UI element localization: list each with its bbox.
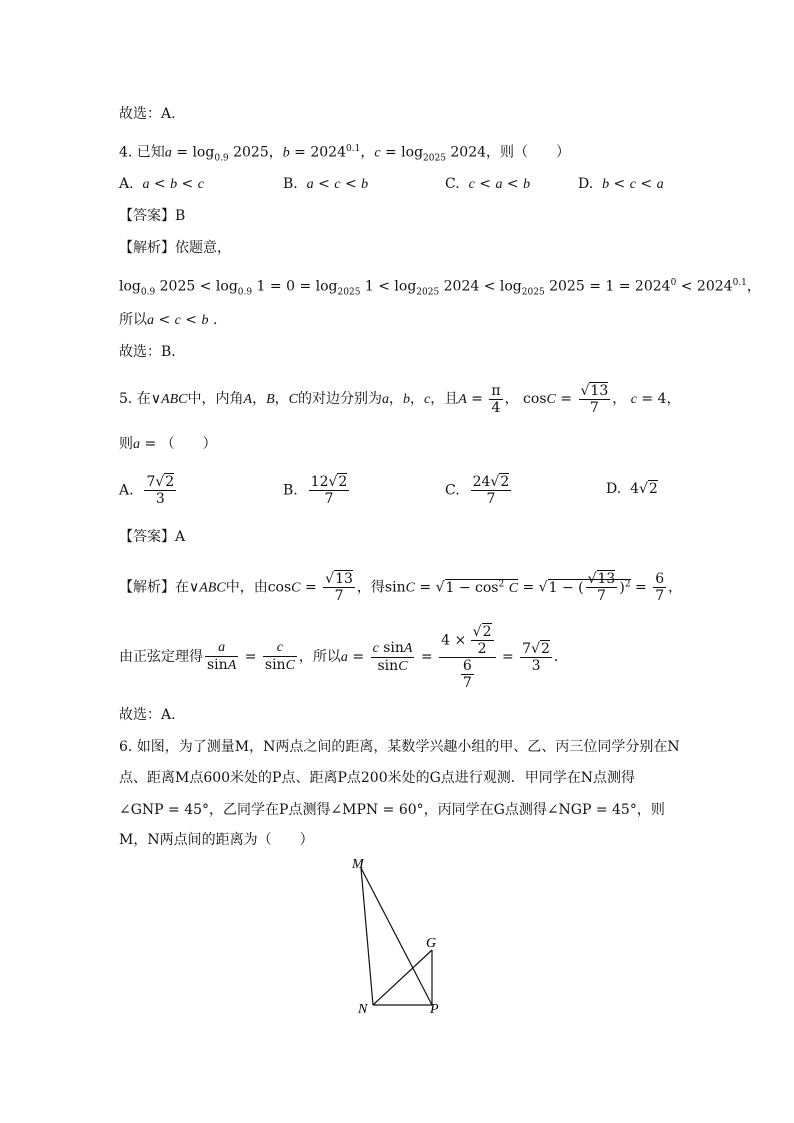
q6-figure — [340, 850, 460, 1025]
q6-line-1: 6. 如图，为了测量M，N两点之间的距离，某数学兴趣小组的甲、乙、丙三位同学分别在N — [119, 739, 680, 755]
q5-stem-end: 则a = （ ） — [119, 436, 217, 452]
q4-analysis-chain: $\log_{0.9} 2025 < \log_{0.9} 1 = 0 = \log_{2025} 1 < \log_{2025} 2024 < \log_{2025} 2025 = 1 = 2024^0 < 2024^{0.1}$， — [119, 278, 761, 298]
q5-analysis-1: 【解析】在∨ABC中，由cosC = $\frac{√13}{7}$ ，得$\sin C = √1 - \cos^2 C = √1$ − ( $\frac{√13}{7}$ )$^2$ = $\frac{6}{7}$ ， — [119, 571, 683, 605]
q6-line-3: ∠GNP = 45°，乙同学在P点测得∠MPN = 60°，丙同学在G点测得∠NGP = 45°，则 — [119, 802, 665, 818]
q4-stem: 4. 已知$a = \log_{0.9} 2025$，$b = 2024^{0.1}$，$c = \log_{2025} 2024$，则（ ） — [119, 144, 571, 164]
q4-option-d: D. b < c < a — [578, 176, 664, 192]
q4-choice: 故选：B. — [119, 344, 176, 360]
label-g: G — [426, 936, 437, 951]
q4-analysis-label: 【解析】依题意， — [119, 240, 231, 256]
q4-option-c: C. c < a < b — [445, 176, 531, 192]
label-m: M — [352, 857, 364, 872]
q4-option-b: B. a < c < b — [283, 176, 369, 192]
label-p: P — [430, 1002, 439, 1017]
q6-line-4: M，N两点间的距离为（ ） — [119, 832, 314, 848]
q4-answer: 【答案】B — [119, 208, 186, 224]
q5-option-a: A. $\frac{7√2}{3}$ — [119, 474, 175, 507]
q5-answer: 【答案】A — [119, 529, 186, 545]
label-n: N — [358, 1002, 368, 1017]
q5-stem: 5. 在∨ABC中，内角A，B，C的对边分别为a，b，c，且A = $\frac{\pi}{4}$ ， cosC = $\frac{√13}{7}$ ， c = 4， — [119, 382, 681, 416]
q5-option-c: C. $\frac{24√2}{7}$ — [445, 474, 510, 507]
q3-choice: 故选：A. — [119, 106, 176, 122]
q5-option-d: D. 4√2 — [606, 481, 658, 497]
q5-choice: 故选：A. — [119, 707, 176, 723]
q4-option-a: A. a < b < c — [119, 176, 204, 192]
q6-line-2: 点、距离M点600米处的P点、距离P点200米处的G点进行观测．甲同学在N点测得 — [119, 770, 636, 786]
q4-conclusion: 所以a < c < b . — [119, 312, 218, 328]
segment-ng — [373, 950, 432, 1005]
q5-option-b: B. $\frac{12√2}{7}$ — [283, 474, 348, 507]
q5-analysis-2: 由正弦定理得 $\frac{a}{\sin A}$ = $\frac{c}{\sin C}$ ，所以a = $\frac{\text{c sinA}}{\sin C}$ = 4 × $\frac{√2}{2}$ $\frac{6}{7}$ = $\frac{7√2}{3}$ . — [119, 623, 559, 691]
